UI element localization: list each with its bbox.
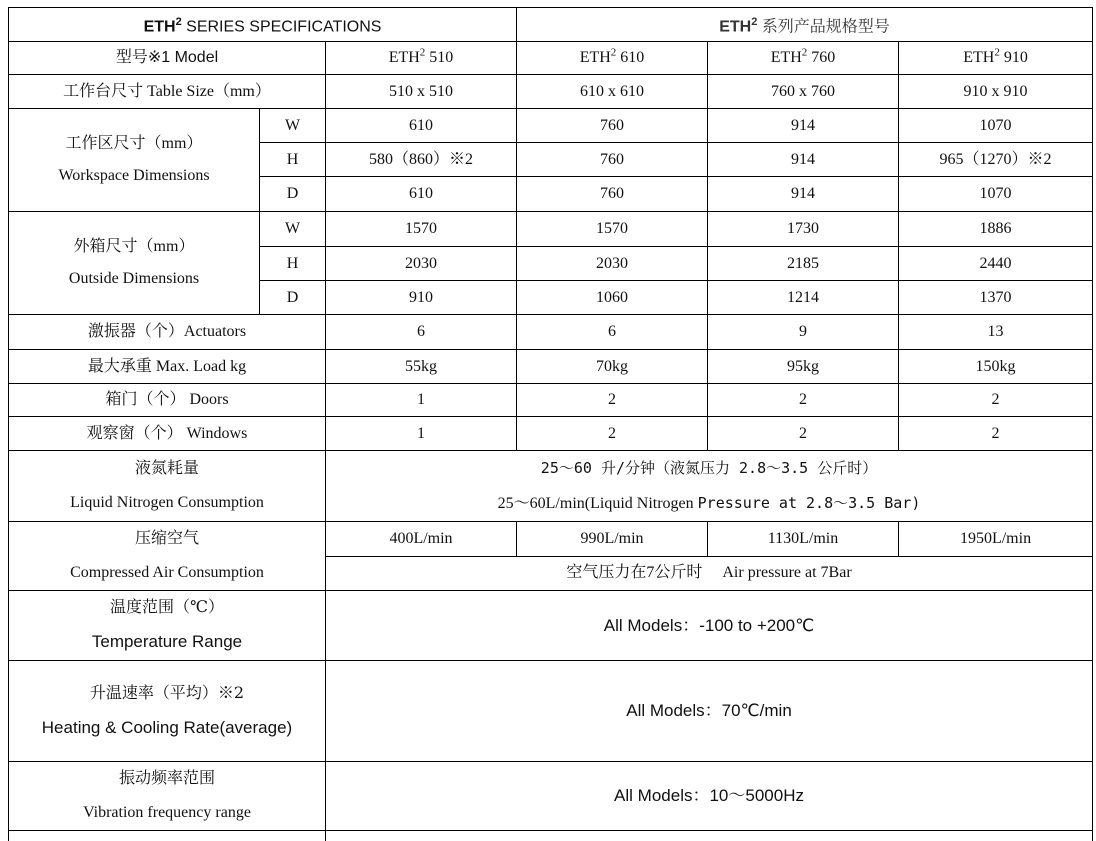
workspace-row-w (9, 109, 1093, 143)
air-cell: 400L/min (326, 522, 517, 557)
dim-label: W (260, 212, 326, 247)
outside-cell: 2030 (517, 247, 708, 281)
workspace-cell: 1070 (899, 177, 1093, 212)
doors-cell: 2 (517, 384, 708, 417)
actuators-row (9, 315, 1093, 350)
outside-cell: 1730 (708, 212, 899, 247)
rate-row (9, 661, 1093, 762)
rate-label: 升温速率（平均）※2 Heating & Cooling Rate(average) (9, 661, 326, 762)
title-zh: 系列产品规格型号 (761, 16, 890, 36)
temp-value: All Models：-100 to +200℃ (326, 591, 1093, 661)
table-size-cell: 760 x 760 (708, 75, 899, 109)
table-size-cell: 910 x 910 (899, 75, 1093, 109)
brand-name: ETH (143, 18, 176, 36)
trailing-cell (326, 831, 1093, 841)
title-zh-cell (517, 8, 1093, 42)
actuators-cell: 9 (708, 315, 899, 350)
trailing-row (9, 831, 1093, 841)
workspace-cell: 760 (517, 109, 708, 143)
brand-superscript: 2 (175, 15, 182, 28)
trailing-cell (9, 831, 326, 841)
max-load-cell: 150kg (899, 350, 1093, 384)
air-cell: 1950L/min (899, 522, 1093, 557)
air-note: 空气压力在7公斤时 Air pressure at 7Bar (326, 556, 1093, 591)
model-610: ETH$^2$ 610 (517, 42, 708, 75)
dim-label: D (260, 281, 326, 315)
outside-cell: 1570 (326, 212, 517, 247)
outside-cell: 1886 (899, 212, 1093, 247)
outside-cell: 2185 (708, 247, 899, 281)
workspace-cell: 610 (326, 177, 517, 212)
brand-superscript-zh: 2 (751, 15, 758, 28)
workspace-cell: 760 (517, 177, 708, 212)
doors-row (9, 384, 1093, 417)
rate-value: All Models：70℃/min (326, 661, 1093, 762)
workspace-cell: 610 (326, 109, 517, 143)
title-en-cell (9, 8, 517, 42)
outside-cell: 2030 (326, 247, 517, 281)
table-size-label: 工作台尺寸 Table Size（mm） (9, 75, 326, 109)
outside-cell: 1370 (899, 281, 1093, 315)
doors-label: 箱门（个） Doors (9, 384, 326, 417)
max-load-cell: 95kg (708, 350, 899, 384)
vib-row (9, 762, 1093, 831)
workspace-cell: 580（860）※2 (326, 143, 517, 177)
air-cell: 990L/min (517, 522, 708, 557)
table-size-row (9, 75, 1093, 109)
ln2-row (9, 451, 1093, 522)
dim-label: W (260, 109, 326, 143)
dim-label: H (260, 247, 326, 281)
model-760: ETH$^2$ 760 (708, 42, 899, 75)
actuators-cell: 6 (517, 315, 708, 350)
dim-label: D (260, 177, 326, 212)
model-910: ETH$^2$ 910 (899, 42, 1093, 75)
outside-label: 外箱尺寸（mm） Outside Dimensions (9, 212, 260, 315)
doors-cell: 1 (326, 384, 517, 417)
dim-label: H (260, 143, 326, 177)
actuators-cell: 6 (326, 315, 517, 350)
air-row (9, 522, 1093, 557)
windows-row (9, 417, 1093, 451)
brand-name-zh: ETH (719, 18, 752, 36)
header-row (9, 8, 1093, 42)
temp-row (9, 591, 1093, 661)
air-cell: 1130L/min (708, 522, 899, 557)
workspace-cell: 914 (708, 109, 899, 143)
temp-label: 温度范围（℃） Temperature Range (9, 591, 326, 661)
windows-cell: 1 (326, 417, 517, 451)
model-510: ETH$^2$ 510 (326, 42, 517, 75)
windows-cell: 2 (517, 417, 708, 451)
outside-cell: 2440 (899, 247, 1093, 281)
max-load-row (9, 350, 1093, 384)
vib-value: All Models：10～5000Hz (326, 762, 1093, 831)
actuators-label: 激振器（个）Actuators (9, 315, 326, 350)
spec-table (8, 7, 1093, 841)
workspace-cell: 1070 (899, 109, 1093, 143)
workspace-cell: 914 (708, 143, 899, 177)
model-row (9, 42, 1093, 75)
max-load-cell: 70kg (517, 350, 708, 384)
doors-cell: 2 (708, 384, 899, 417)
outside-row-w (9, 212, 1093, 247)
workspace-cell: 965（1270）※2 (899, 143, 1093, 177)
outside-cell: 910 (326, 281, 517, 315)
max-load-label: 最大承重 Max. Load kg (9, 350, 326, 384)
vib-label: 振动频率范围 Vibration frequency range (9, 762, 326, 831)
table-size-cell: 610 x 610 (517, 75, 708, 109)
workspace-cell: 914 (708, 177, 899, 212)
workspace-label: 工作区尺寸（mm） Workspace Dimensions (9, 109, 260, 212)
workspace-cell: 760 (517, 143, 708, 177)
ln2-label: 液氮耗量 Liquid Nitrogen Consumption (9, 451, 326, 522)
windows-label: 观察窗（个） Windows (9, 417, 326, 451)
windows-cell: 2 (708, 417, 899, 451)
air-label: 压缩空气 Compressed Air Consumption (9, 522, 326, 591)
outside-cell: 1214 (708, 281, 899, 315)
windows-cell: 2 (899, 417, 1093, 451)
model-label: 型号※1 Model (9, 42, 326, 75)
actuators-cell: 13 (899, 315, 1093, 350)
doors-cell: 2 (899, 384, 1093, 417)
title-en: SERIES SPECIFICATIONS (186, 18, 382, 36)
table-size-cell: 510 x 510 (326, 75, 517, 109)
outside-cell: 1570 (517, 212, 708, 247)
ln2-value: 25～60 升/分钟（液氮压力 2.8～3.5 公斤时） 25～60L/min(Liquid Nitrogen Pressure at 2.8～3.5 Bar) (326, 451, 1093, 522)
max-load-cell: 55kg (326, 350, 517, 384)
outside-cell: 1060 (517, 281, 708, 315)
